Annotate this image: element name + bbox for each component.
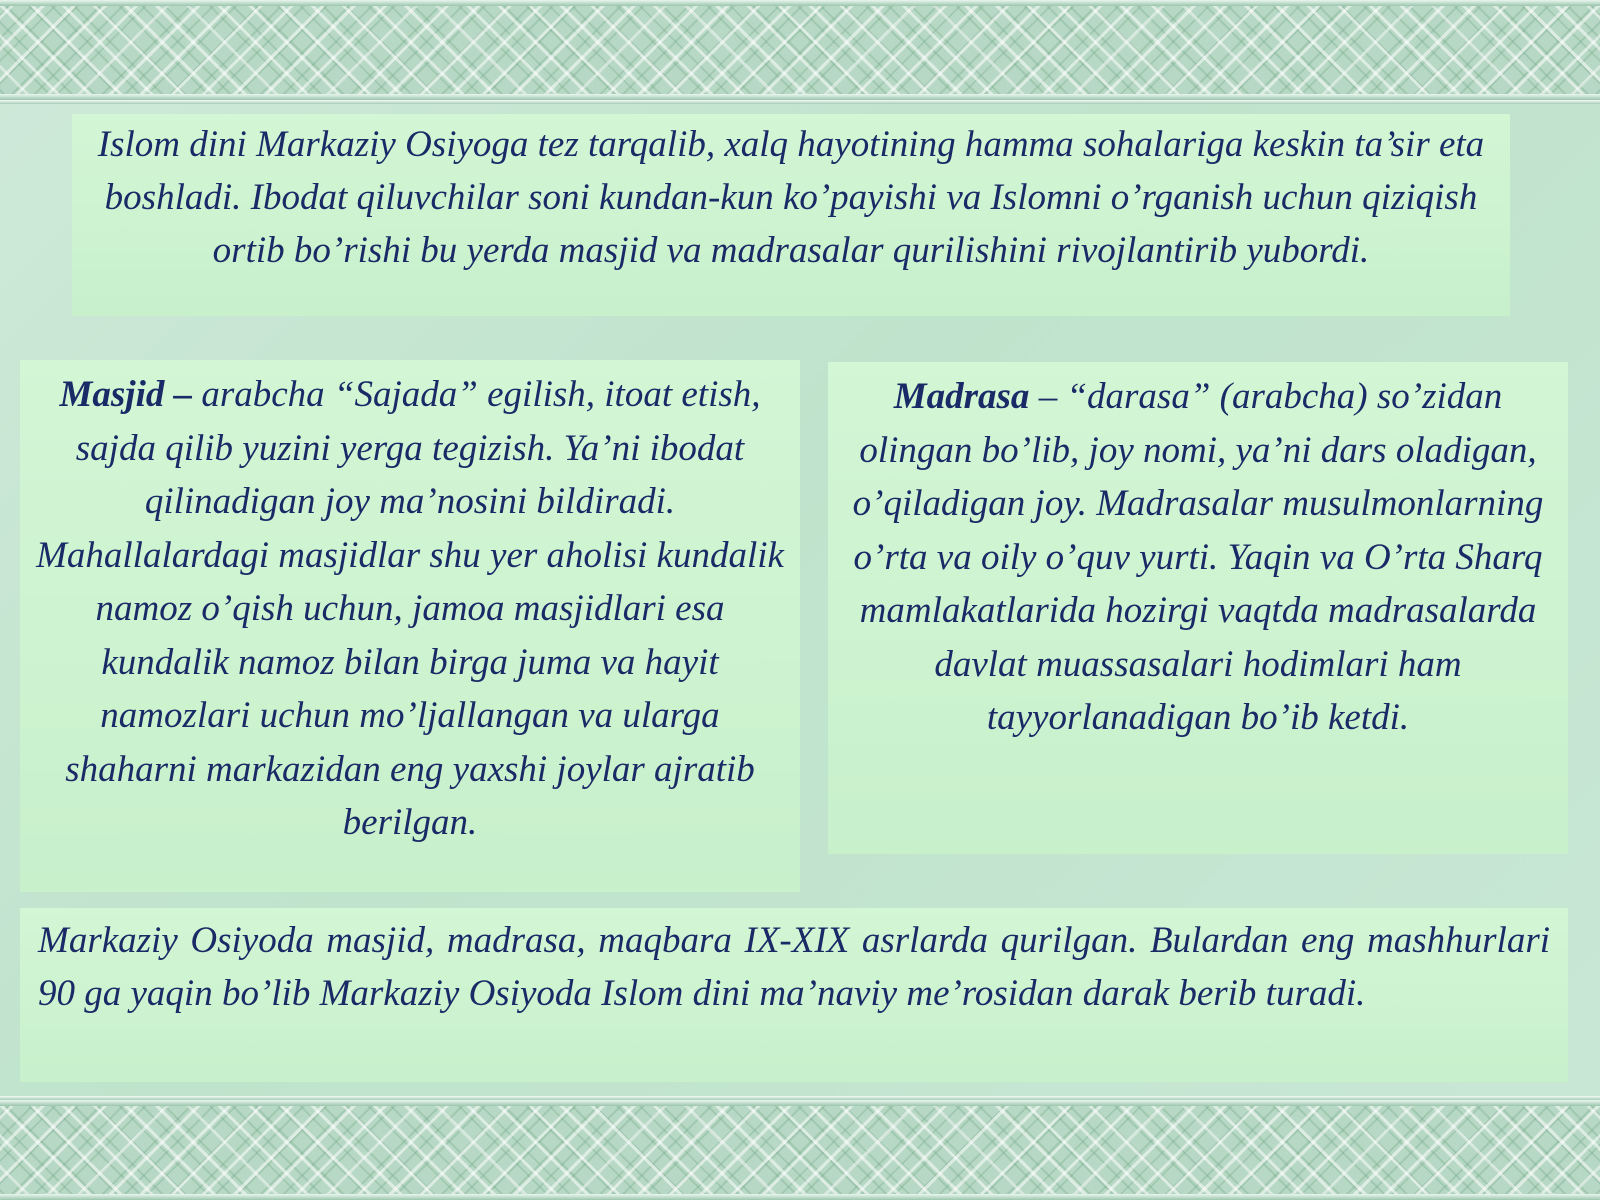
summary-panel bbox=[20, 908, 1568, 1082]
madrasa-panel bbox=[828, 362, 1568, 854]
ornamental-border-bottom bbox=[0, 1100, 1600, 1200]
summary-text: Markaziy Osiyoda masjid, madrasa, maqbara IX-XIX asrlarda qurilgan. Bulardan eng mashhurlari 90 ga yaqin bo’lib Markaziy Osiyoda Islom dini ma’naviy me’rosidan darak berib turadi. bbox=[38, 920, 1550, 1014]
masjid-panel bbox=[20, 360, 800, 892]
ornamental-border-top bbox=[0, 0, 1600, 100]
madrasa-term: Madrasa bbox=[893, 376, 1030, 417]
masjid-definition: arabcha “Sajada” egilish, itoat etish, sajda qilib yuzini yerga tegizish. Ya’ni ibodat qilinadigan joy ma’nosini bildiradi. Mahallalardagi masjidlar shu yer aholisi kundalik namoz o’qish uchun, jamoa masjidlari esa kundalik namoz bilan birga juma va hayit namozlari uchun mo’ljallangan va ularga shaharni markazidan eng yaxshi joylar ajratib berilgan. bbox=[36, 374, 784, 843]
masjid-term: Masjid – bbox=[59, 374, 193, 415]
intro-text: Islom dini Markaziy Osiyoga tez tarqalib, xalq hayotining hamma sohalariga keskin ta’sir eta boshladi. Ibodat qiluvchilar soni kundan-kun ko’payishi va Islomni o’rganish uchun qiziqish ortib bo’rishi bu yerda masjid va madrasalar qurilishini rivojlantirib yubordi. bbox=[97, 124, 1485, 271]
divider-top bbox=[0, 100, 1600, 104]
intro-panel bbox=[72, 114, 1510, 316]
madrasa-definition: – “darasa” (arabcha) so’zidan olingan bo’lib, joy nomi, ya’ni dars oladigan, o’qiladigan joy. Madrasalar musulmonlarning o’rta va oily o’quv yurti. Yaqin va O’rta Sharq mamlakatlarida hozirgi vaqtda madrasalarda davlat muassasalari hodimlari ham tayyorlanadigan bo’ib ketdi. bbox=[852, 376, 1544, 738]
